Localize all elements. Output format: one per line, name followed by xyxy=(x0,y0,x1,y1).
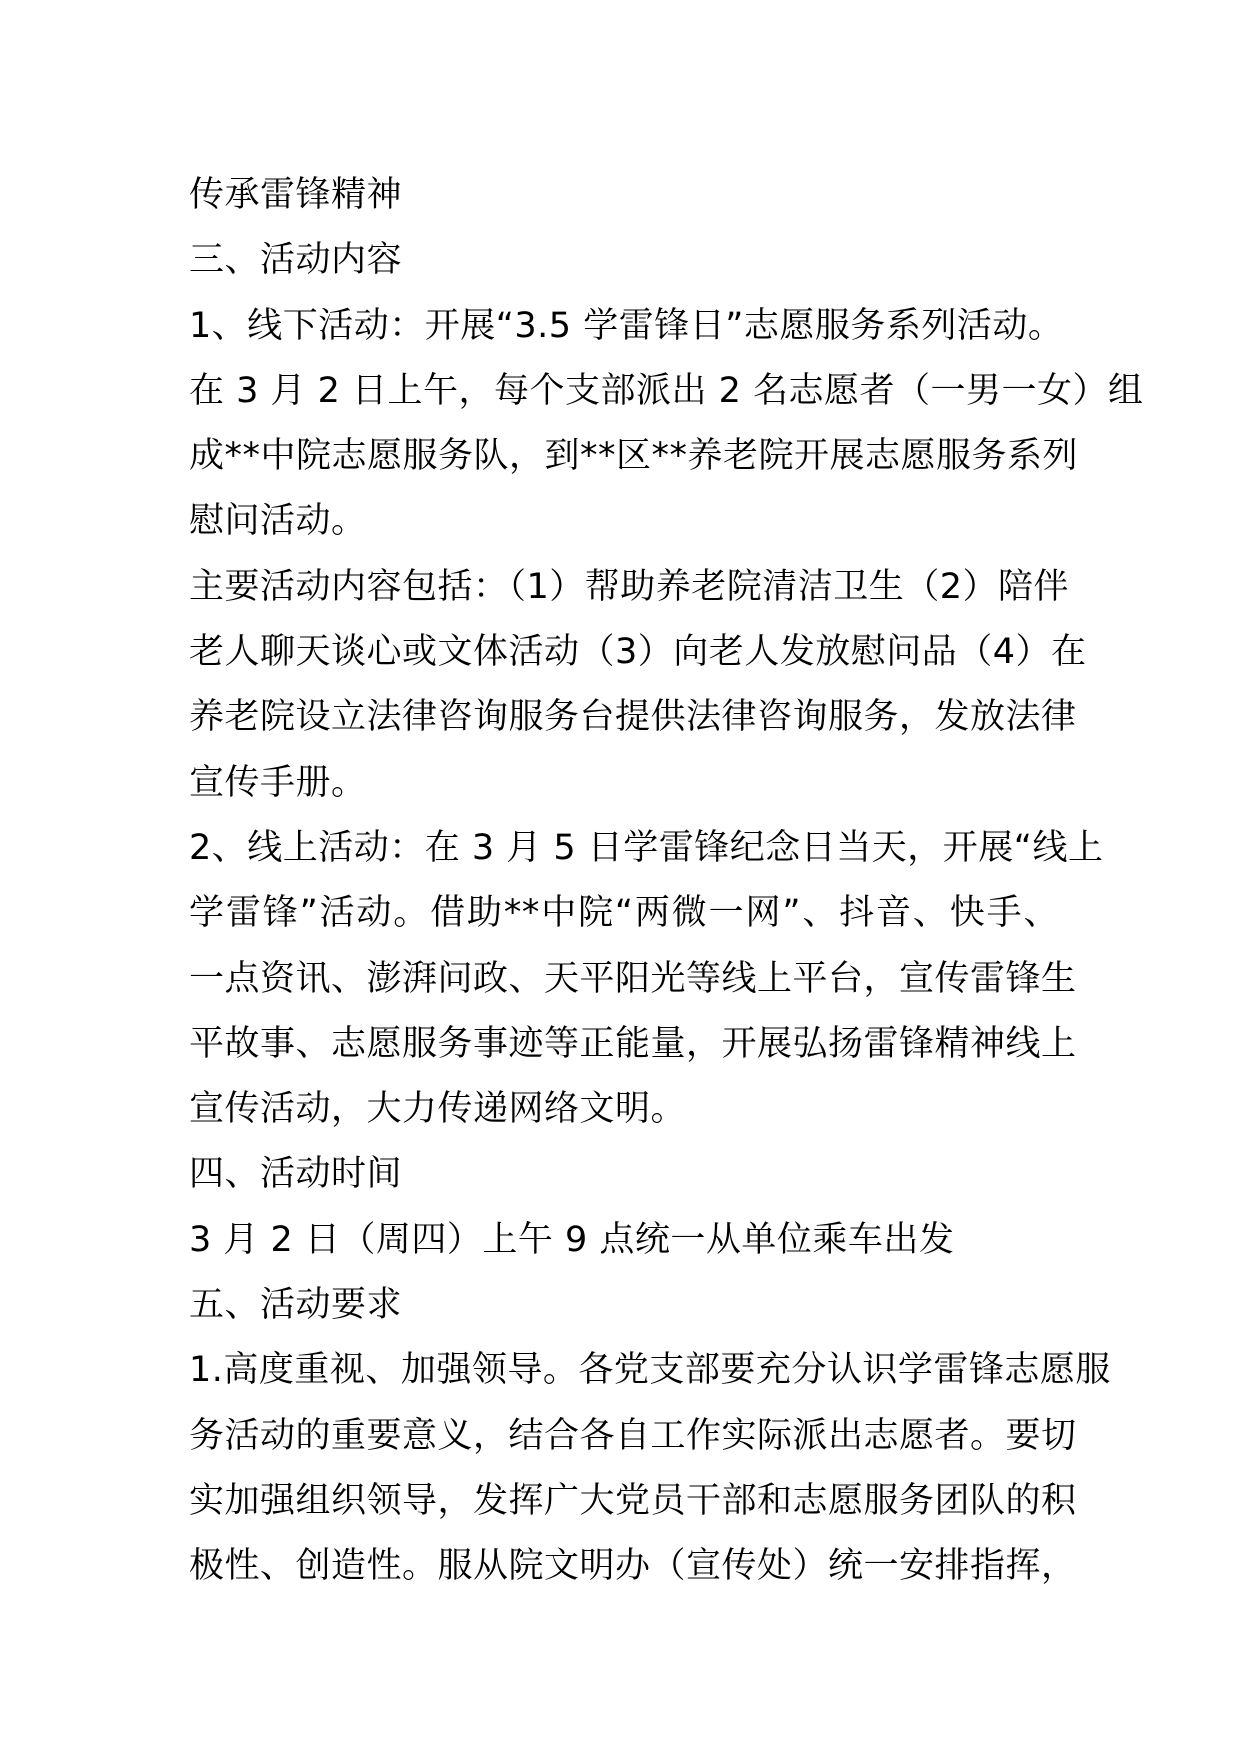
section-heading: 四、活动时间 xyxy=(189,1154,403,1195)
text-line: 老人聊天谈心或文体活动（3）向老人发放慰问品（4）在 xyxy=(189,632,1087,673)
text-line: 学雷锋”活动。借助**中院“两微一网”、抖音、快手、 xyxy=(189,893,1059,934)
section-heading: 五、活动要求 xyxy=(189,1285,403,1326)
text-line: 一点资讯、澎湃问政、天平阳光等线上平台，宣传雷锋生 xyxy=(189,958,1077,999)
text-line: 1.高度重视、加强领导。各党支部要充分认识学雷锋志愿服 xyxy=(189,1350,1111,1391)
document-page xyxy=(189,163,1144,1600)
section-heading: 三、活动内容 xyxy=(189,240,403,281)
text-line: 1、线下活动：开展“3.5 学雷锋日”志愿服务系列活动。 xyxy=(189,305,1064,346)
text-line: 在 3 月 2 日上午，每个支部派出 2 名志愿者（一男一女）组 xyxy=(189,370,1144,411)
text-line: 极性、创造性。服从院文明办（宣传处）统一安排指挥， xyxy=(189,1546,1077,1587)
text-line: 养老院设立法律咨询服务台提供法律咨询服务，发放法律 xyxy=(189,697,1077,738)
text-line: 宣传活动，大力传递网络文明。 xyxy=(189,1089,687,1130)
text-line: 宣传手册。 xyxy=(189,762,367,803)
text-line: 实加强组织领导，发挥广大党员干部和志愿服务团队的积 xyxy=(189,1480,1077,1521)
text-line: 平故事、志愿服务事迹等正能量，开展弘扬雷锋精神线上 xyxy=(189,1023,1077,1064)
text-line: 主要活动内容包括：（1）帮助养老院清洁卫生（2）陪伴 xyxy=(189,566,1070,607)
text-line: 传承雷锋精神 xyxy=(189,175,403,215)
text-line: 成**中院志愿服务队，到**区**养老院开展志愿服务系列 xyxy=(189,436,1079,477)
text-line: 2、线上活动：在 3 月 5 日学雷锋纪念日当天，开展“线上 xyxy=(189,827,1104,868)
text-line: 3 月 2 日（周四）上午 9 点统一从单位乘车出发 xyxy=(189,1219,955,1260)
text-line: 务活动的重要意义，结合各自工作实际派出志愿者。要切 xyxy=(189,1415,1077,1456)
text-line: 慰问活动。 xyxy=(189,501,367,542)
